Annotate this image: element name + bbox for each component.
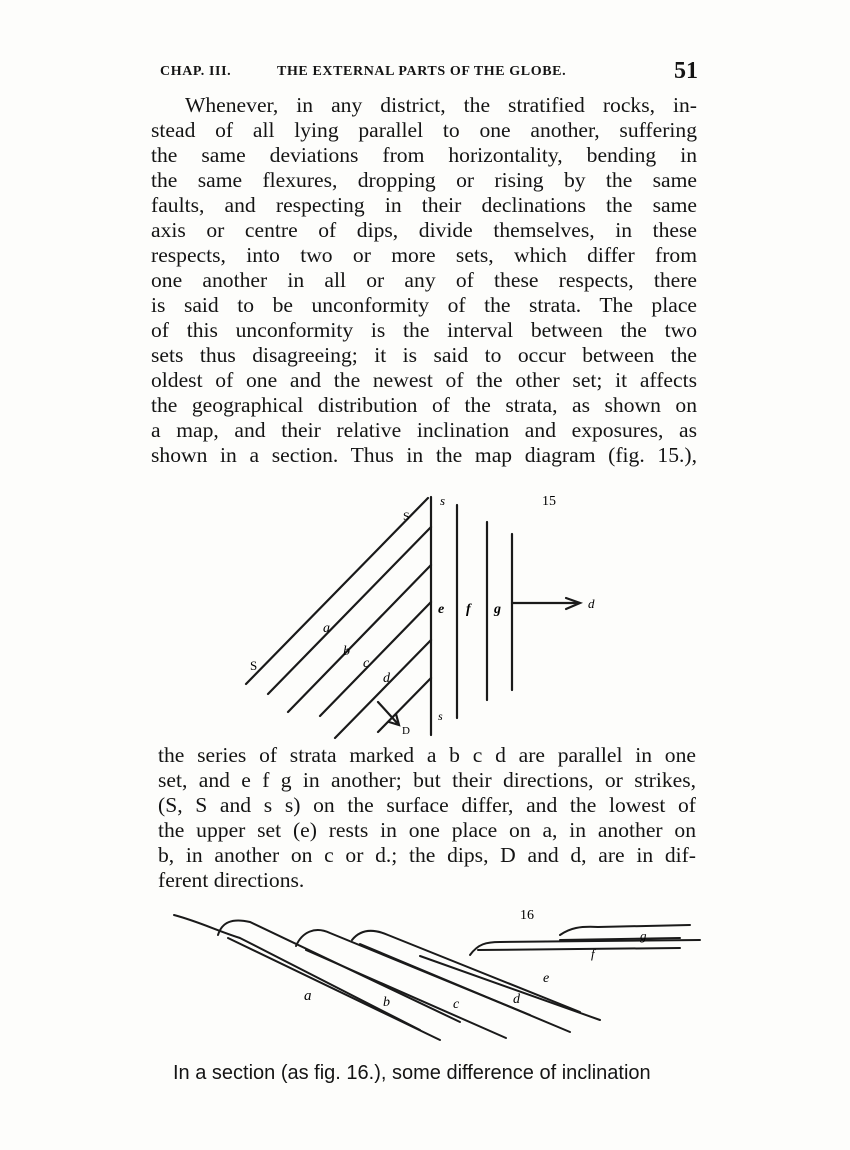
- figure-number-16: 16: [520, 908, 534, 923]
- text-line: axis or centre of dips, divide themselves, in these: [151, 218, 697, 242]
- label-S-upper: S: [403, 509, 410, 523]
- text-line: In a section (as fig. 16.), some difference of inclination: [173, 1062, 651, 1084]
- label-d-arrow: d: [588, 596, 595, 611]
- section-stratum-line: [478, 948, 680, 950]
- label-f: f: [466, 602, 471, 617]
- label-e: e: [438, 602, 445, 617]
- section-stratum-line: [228, 938, 440, 1040]
- text-line: set, and e f g in another; but their directions, or strikes,: [158, 768, 696, 792]
- text-line: is said to be unconformity of the strata. The place: [151, 293, 697, 317]
- label-d: d: [513, 992, 520, 1007]
- chapter-label: CHAP. III.: [160, 64, 232, 79]
- text-line: of this unconformity is the interval between the two: [151, 318, 697, 342]
- label-S-left: S: [250, 658, 258, 673]
- page-number: 51: [674, 58, 698, 84]
- text-line: the upper set (e) rests in one place on a, in another on: [158, 818, 696, 842]
- text-line: the same flexures, dropping or rising by the same: [151, 168, 697, 192]
- label-c: c: [363, 656, 370, 671]
- label-s-bottom: s: [438, 709, 443, 723]
- text-line: ferent directions.: [158, 868, 305, 892]
- figure-number-15: 15: [542, 494, 556, 509]
- label-g: g: [640, 928, 647, 943]
- label-a: a: [323, 621, 330, 636]
- text-line: respects, into two or more sets, which differ from: [151, 243, 697, 267]
- text-line: one another in all or any of these respects, there: [151, 268, 697, 292]
- text-line: oldest of one and the newest of the other set; it affects: [151, 368, 697, 392]
- text-line: shown in a section. Thus in the map diagram (fig. 15.),: [151, 443, 697, 467]
- label-g: g: [494, 602, 501, 617]
- label-b: b: [383, 995, 390, 1010]
- label-d: d: [383, 671, 390, 686]
- text-line: b, in another on c or d.; the dips, D and d, are in dif-: [158, 843, 696, 867]
- label-e: e: [543, 971, 550, 986]
- text-line: the geographical distribution of the strata, as shown on: [151, 393, 697, 417]
- label-f: f: [591, 946, 595, 961]
- label-s-top: s: [440, 493, 446, 508]
- text-line: faults, and respecting in their declinations the same: [151, 193, 697, 217]
- text-line: Whenever, in any district, the stratified rocks, in-: [185, 93, 697, 117]
- text-line: sets thus disagreeing; it is said to occur between the: [151, 343, 697, 367]
- text-line: (S, S and s s) on the surface differ, and the lowest of: [158, 793, 696, 817]
- label-c: c: [453, 997, 460, 1012]
- label-a: a: [304, 988, 312, 1004]
- section-stratum-line: [420, 956, 600, 1020]
- label-D: D: [402, 725, 410, 737]
- text-line: stead of all lying parallel to one another, suffering: [151, 118, 697, 142]
- section-stratum-line: [560, 925, 690, 935]
- label-b: b: [343, 644, 350, 659]
- text-line: the series of strata marked a b c d are parallel in one: [158, 743, 696, 767]
- text-line: a map, and their relative inclination and exposures, as: [151, 418, 697, 442]
- running-title: THE EXTERNAL PARTS OF THE GLOBE.: [277, 64, 567, 79]
- text-line: the same deviations from horizontality, bending in: [151, 143, 697, 167]
- paragraph-section-intro: [173, 1061, 689, 1086]
